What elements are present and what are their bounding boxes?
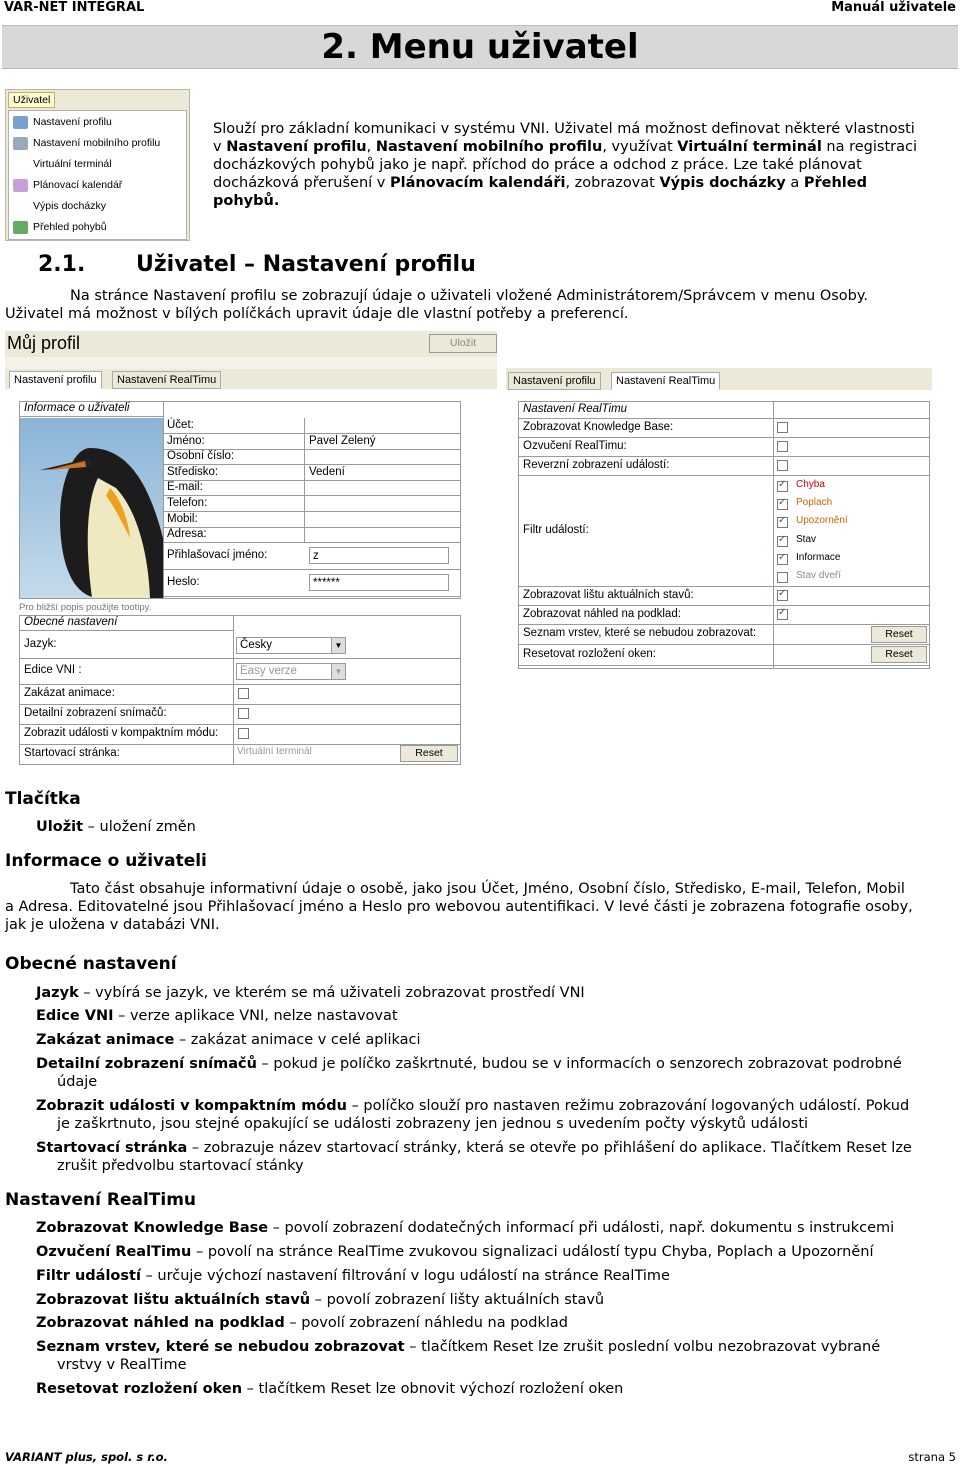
- info-row: [163, 465, 460, 481]
- save-button[interactable]: Uložit: [429, 334, 497, 353]
- rt-tab-realtime[interactable]: Nastavení RealTimu: [611, 372, 720, 390]
- general-row: [20, 744, 460, 765]
- realtime-row: [519, 644, 929, 666]
- realtime-row: [519, 586, 929, 606]
- info-panel: [19, 401, 461, 599]
- info-text: Tato část obsahuje informativní údaje o osobě, jako jsou Účet, Jméno, Osobní číslo, Středisko, E-mail, Telefon, Mobil a Adresa. Editovatelné jsou Přihlašovací jméno a Heslo pro webovou autentifikaci. V levé části je zobrazena fotografie osoby, jak je uložena v databázi VNI.: [5, 881, 913, 933]
- reverse-checkbox[interactable]: [777, 460, 788, 471]
- section-number: 2.1.: [38, 252, 86, 277]
- general-title: Obecné nastavení: [20, 616, 233, 631]
- statebar-checkbox[interactable]: [777, 590, 788, 601]
- info-value: Vedení: [309, 465, 345, 478]
- realtime-row: [519, 402, 929, 419]
- kb-checkbox[interactable]: [777, 422, 788, 433]
- profile-screenshot: [5, 331, 497, 767]
- preview-checkbox[interactable]: [777, 609, 788, 620]
- general-label: Edice VNI :: [24, 664, 82, 676]
- chevron-down-icon: ▼: [331, 664, 345, 679]
- filter-checkbox[interactable]: [777, 517, 788, 528]
- credential-input[interactable]: z: [309, 547, 449, 564]
- realtime-label: Resetovat rozložení oken:: [523, 647, 656, 660]
- info-row: [163, 496, 460, 512]
- credential-input[interactable]: ******: [309, 574, 449, 591]
- filter-label: Stav: [796, 533, 817, 545]
- chevron-down-icon: ▼: [331, 638, 345, 653]
- realtime-panel: [518, 401, 930, 669]
- general-label: Jazyk:: [24, 638, 57, 650]
- walking-icon: [13, 221, 28, 234]
- info-label: Osobní číslo:: [167, 450, 235, 463]
- sound-checkbox[interactable]: [777, 441, 788, 452]
- definition-item: Filtr událostí – určuje výchozí nastavení filtrování v logu událostí na stránce RealTime: [36, 1268, 670, 1284]
- menu-item-profile[interactable]: Nastavení profilu: [13, 113, 112, 131]
- credential-label: Heslo:: [167, 576, 200, 588]
- general-row: [20, 724, 460, 745]
- info-label: Středisko:: [167, 465, 219, 478]
- definition-item: Resetovat rozložení oken – tlačítkem Reset lze obnovit výchozí rozložení oken: [36, 1381, 624, 1397]
- realtime-label: Zobrazovat Knowledge Base:: [523, 420, 674, 433]
- general-row: [20, 704, 460, 725]
- definition-item: Zobrazovat Knowledge Base – povolí zobrazení dodatečných informací při události, např. dokumentu s instrukcemi: [36, 1220, 895, 1236]
- realtime-row: [519, 624, 929, 645]
- definition-item: Zakázat animace – zakázat animace v celé aplikaci: [36, 1032, 421, 1048]
- realtime-row: [519, 456, 929, 476]
- credential-row: [163, 570, 460, 597]
- info-row: [163, 527, 460, 543]
- realtime-label: Zobrazovat lištu aktuálních stavů:: [523, 588, 694, 601]
- buttons-item: Uložit – uložení změn: [36, 819, 196, 835]
- attendance-icon: [13, 200, 28, 213]
- definition-item: Zobrazovat náhled na podklad – povolí zobrazení náhledu na podklad: [36, 1315, 568, 1331]
- menu-list: [8, 110, 187, 240]
- definition-item: Seznam vrstev, které se nebudou zobrazovat – tlačítkem Reset lze zrušit poslední volbu nezobrazovat vybrané vrstvy v RealTime: [36, 1339, 881, 1373]
- info-label: E-mail:: [167, 481, 203, 494]
- buttons-heading: Tlačítka: [5, 789, 81, 809]
- realtime-row: [519, 437, 929, 457]
- credential-row: [163, 543, 460, 570]
- credential-label: Přihlašovací jméno:: [167, 549, 268, 561]
- page-title: 2. Menu uživatel: [321, 27, 639, 67]
- general-label: Zobrazit události v kompaktním módu:: [24, 727, 219, 739]
- profile-title: Můj profil: [7, 333, 81, 353]
- filter-checkbox[interactable]: [777, 481, 788, 492]
- general-label: Detailní zobrazení snímačů:: [24, 707, 167, 719]
- info-row: [163, 512, 460, 528]
- mobile-icon: [13, 137, 28, 150]
- definition-item: Edice VNI – verze aplikace VNI, nelze nastavovat: [36, 1008, 398, 1024]
- definition-item: Zobrazit události v kompaktním módu – políčko slouží pro nastaven režimu zobrazování logovaných událostí. Pokud je zaškrtnuto, jsou stejné opakující se události zobrazeny jen jednou s uvedením počty výskytů události: [36, 1098, 910, 1132]
- info-value: Pavel Zelený: [309, 434, 376, 447]
- info-label: Jméno:: [167, 434, 205, 447]
- tooltip-hint: Pro bližší popis použijte tootipy.: [19, 602, 152, 613]
- general-heading: Obecné nastavení: [5, 954, 177, 974]
- start-page-value: Virtuální terminál: [237, 746, 312, 757]
- tab-realtime[interactable]: Nastavení RealTimu: [112, 371, 221, 389]
- filter-checkbox[interactable]: [777, 536, 788, 547]
- general-select[interactable]: Easy verze ▼: [236, 663, 346, 680]
- general-row: [20, 658, 460, 685]
- intro-text: Slouží pro základní komunikaci v systému VNI. Uživatel má možnost definovat některé vlastnosti v Nastavení profilu, Nastavení mobilního profilu, využívat Virtuální terminál na registraci docházkových pohybů jako je např. příchod do práce a odchod z práce. Lze také plánovat docházková přerušení v Plánovacím kalendáři, zobrazovat Výpis docházky a Přehled pohybů.: [213, 121, 917, 209]
- menu-item-mobile[interactable]: Nastavení mobilního profilu: [13, 134, 160, 152]
- general-checkbox[interactable]: [238, 728, 249, 739]
- definition-item: Jazyk – vybírá se jazyk, ve kterém se má uživateli zobrazovat prostředí VNI: [36, 985, 585, 1001]
- filter-label: Chyba: [796, 479, 825, 490]
- realtime-row: [519, 475, 929, 587]
- menu-item-moves[interactable]: Přehled pohybů: [13, 218, 107, 236]
- info-row: [163, 418, 460, 434]
- realtime-label: Reverzní zobrazení událostí:: [523, 458, 670, 471]
- general-row: [20, 632, 460, 659]
- user-photo: [20, 418, 163, 598]
- realtime-heading: Nastavení RealTimu: [5, 1190, 197, 1210]
- realtime-label: Nastavení RealTimu: [523, 403, 628, 415]
- filter-label: Poplach: [796, 497, 833, 509]
- info-row: [163, 480, 460, 496]
- section-title: Uživatel – Nastavení profilu: [136, 252, 476, 277]
- general-checkbox[interactable]: [238, 688, 249, 699]
- rt-tab-profile[interactable]: Nastavení profilu: [508, 372, 601, 390]
- menu-tab[interactable]: Uživatel: [8, 92, 55, 108]
- info-row: [163, 449, 460, 465]
- realtime-label: Filtr událostí:: [523, 523, 589, 536]
- info-row: [163, 434, 460, 450]
- section-p2: Uživatel má možnost v bílých políčkách upravit údaje dle vlastní potřeby a preferencí.: [5, 306, 629, 322]
- tab-profile[interactable]: Nastavení profilu: [9, 371, 102, 389]
- realtime-label: Zobrazovat náhled na podklad:: [523, 607, 681, 620]
- menu-item-attendance[interactable]: Výpis docházky: [13, 197, 106, 215]
- general-checkbox[interactable]: [238, 708, 249, 719]
- info-label: Adresa:: [167, 528, 207, 541]
- realtime-label: Seznam vrstev, které se nebudou zobrazovat:: [523, 627, 757, 639]
- definition-item: Startovací stránka – zobrazuje název startovací stránky, která se otevře po přihlášení do aplikace. Tlačítkem Reset lze zrušit předvolbu startovací stánky: [36, 1140, 912, 1174]
- definition-item: Ozvučení RealTimu – povolí na stránce RealTime zvukovou signalizaci událostí typu Chyba, Poplach a Upozornění: [36, 1244, 874, 1260]
- filter-checkbox[interactable]: [777, 499, 788, 510]
- info-label: Mobil:: [167, 512, 198, 525]
- definition-item: Detailní zobrazení snímačů – pokud je políčko zaškrtnuté, budou se v informacích o senzorech zobrazovat podrobné údaje: [36, 1056, 902, 1090]
- menu-item-terminal[interactable]: Virtuální terminál: [13, 155, 112, 173]
- realtime-row: [519, 605, 929, 625]
- general-panel: [19, 615, 461, 765]
- filter-label: Upozornění: [796, 515, 848, 527]
- filter-label: Informace: [796, 551, 841, 563]
- reset-layout-button[interactable]: Reset: [871, 646, 927, 663]
- general-label: Startovací stránka:: [24, 747, 120, 759]
- section-p1: Na stránce Nastavení profilu se zobrazují údaje o uživateli vložené Administrátorem/Správcem v menu Osoby.: [70, 288, 869, 304]
- reset-layers-button[interactable]: Reset: [871, 626, 927, 643]
- footer-right: strana 5: [908, 1450, 956, 1464]
- general-select[interactable]: Česky ▼: [236, 637, 346, 654]
- title-bar: [2, 25, 958, 69]
- header-right: Manuál uživatele: [831, 0, 956, 15]
- realtime-label: Ozvučení RealTimu:: [523, 439, 627, 452]
- calendar-icon: [13, 179, 28, 192]
- header-left: VAR-NET INTEGRAL: [4, 0, 145, 15]
- realtime-row: [519, 418, 929, 438]
- info-label: Účet:: [167, 419, 194, 431]
- definition-item: Zobrazovat lištu aktuálních stavů – povolí zobrazení lišty aktuálních stavů: [36, 1292, 605, 1308]
- general-row: [20, 684, 460, 705]
- info-label: Telefon:: [167, 497, 208, 509]
- realtime-screenshot: [506, 368, 932, 673]
- info-heading: Informace o uživateli: [5, 851, 207, 871]
- profile-icon: [13, 116, 28, 129]
- user-menu: [5, 89, 190, 241]
- general-label: Zakázat animace:: [24, 687, 115, 699]
- terminal-icon: [13, 158, 28, 171]
- filter-checkbox[interactable]: [777, 554, 788, 565]
- filter-label: Stav dveří: [796, 570, 842, 581]
- footer-left: VARIANT plus, spol. s r.o.: [5, 1450, 168, 1464]
- info-title: Informace o uživateli: [20, 402, 163, 417]
- menu-item-calendar[interactable]: Plánovací kalendář: [13, 176, 122, 194]
- reset-start-button[interactable]: Reset: [400, 745, 458, 762]
- filter-checkbox[interactable]: [777, 572, 788, 583]
